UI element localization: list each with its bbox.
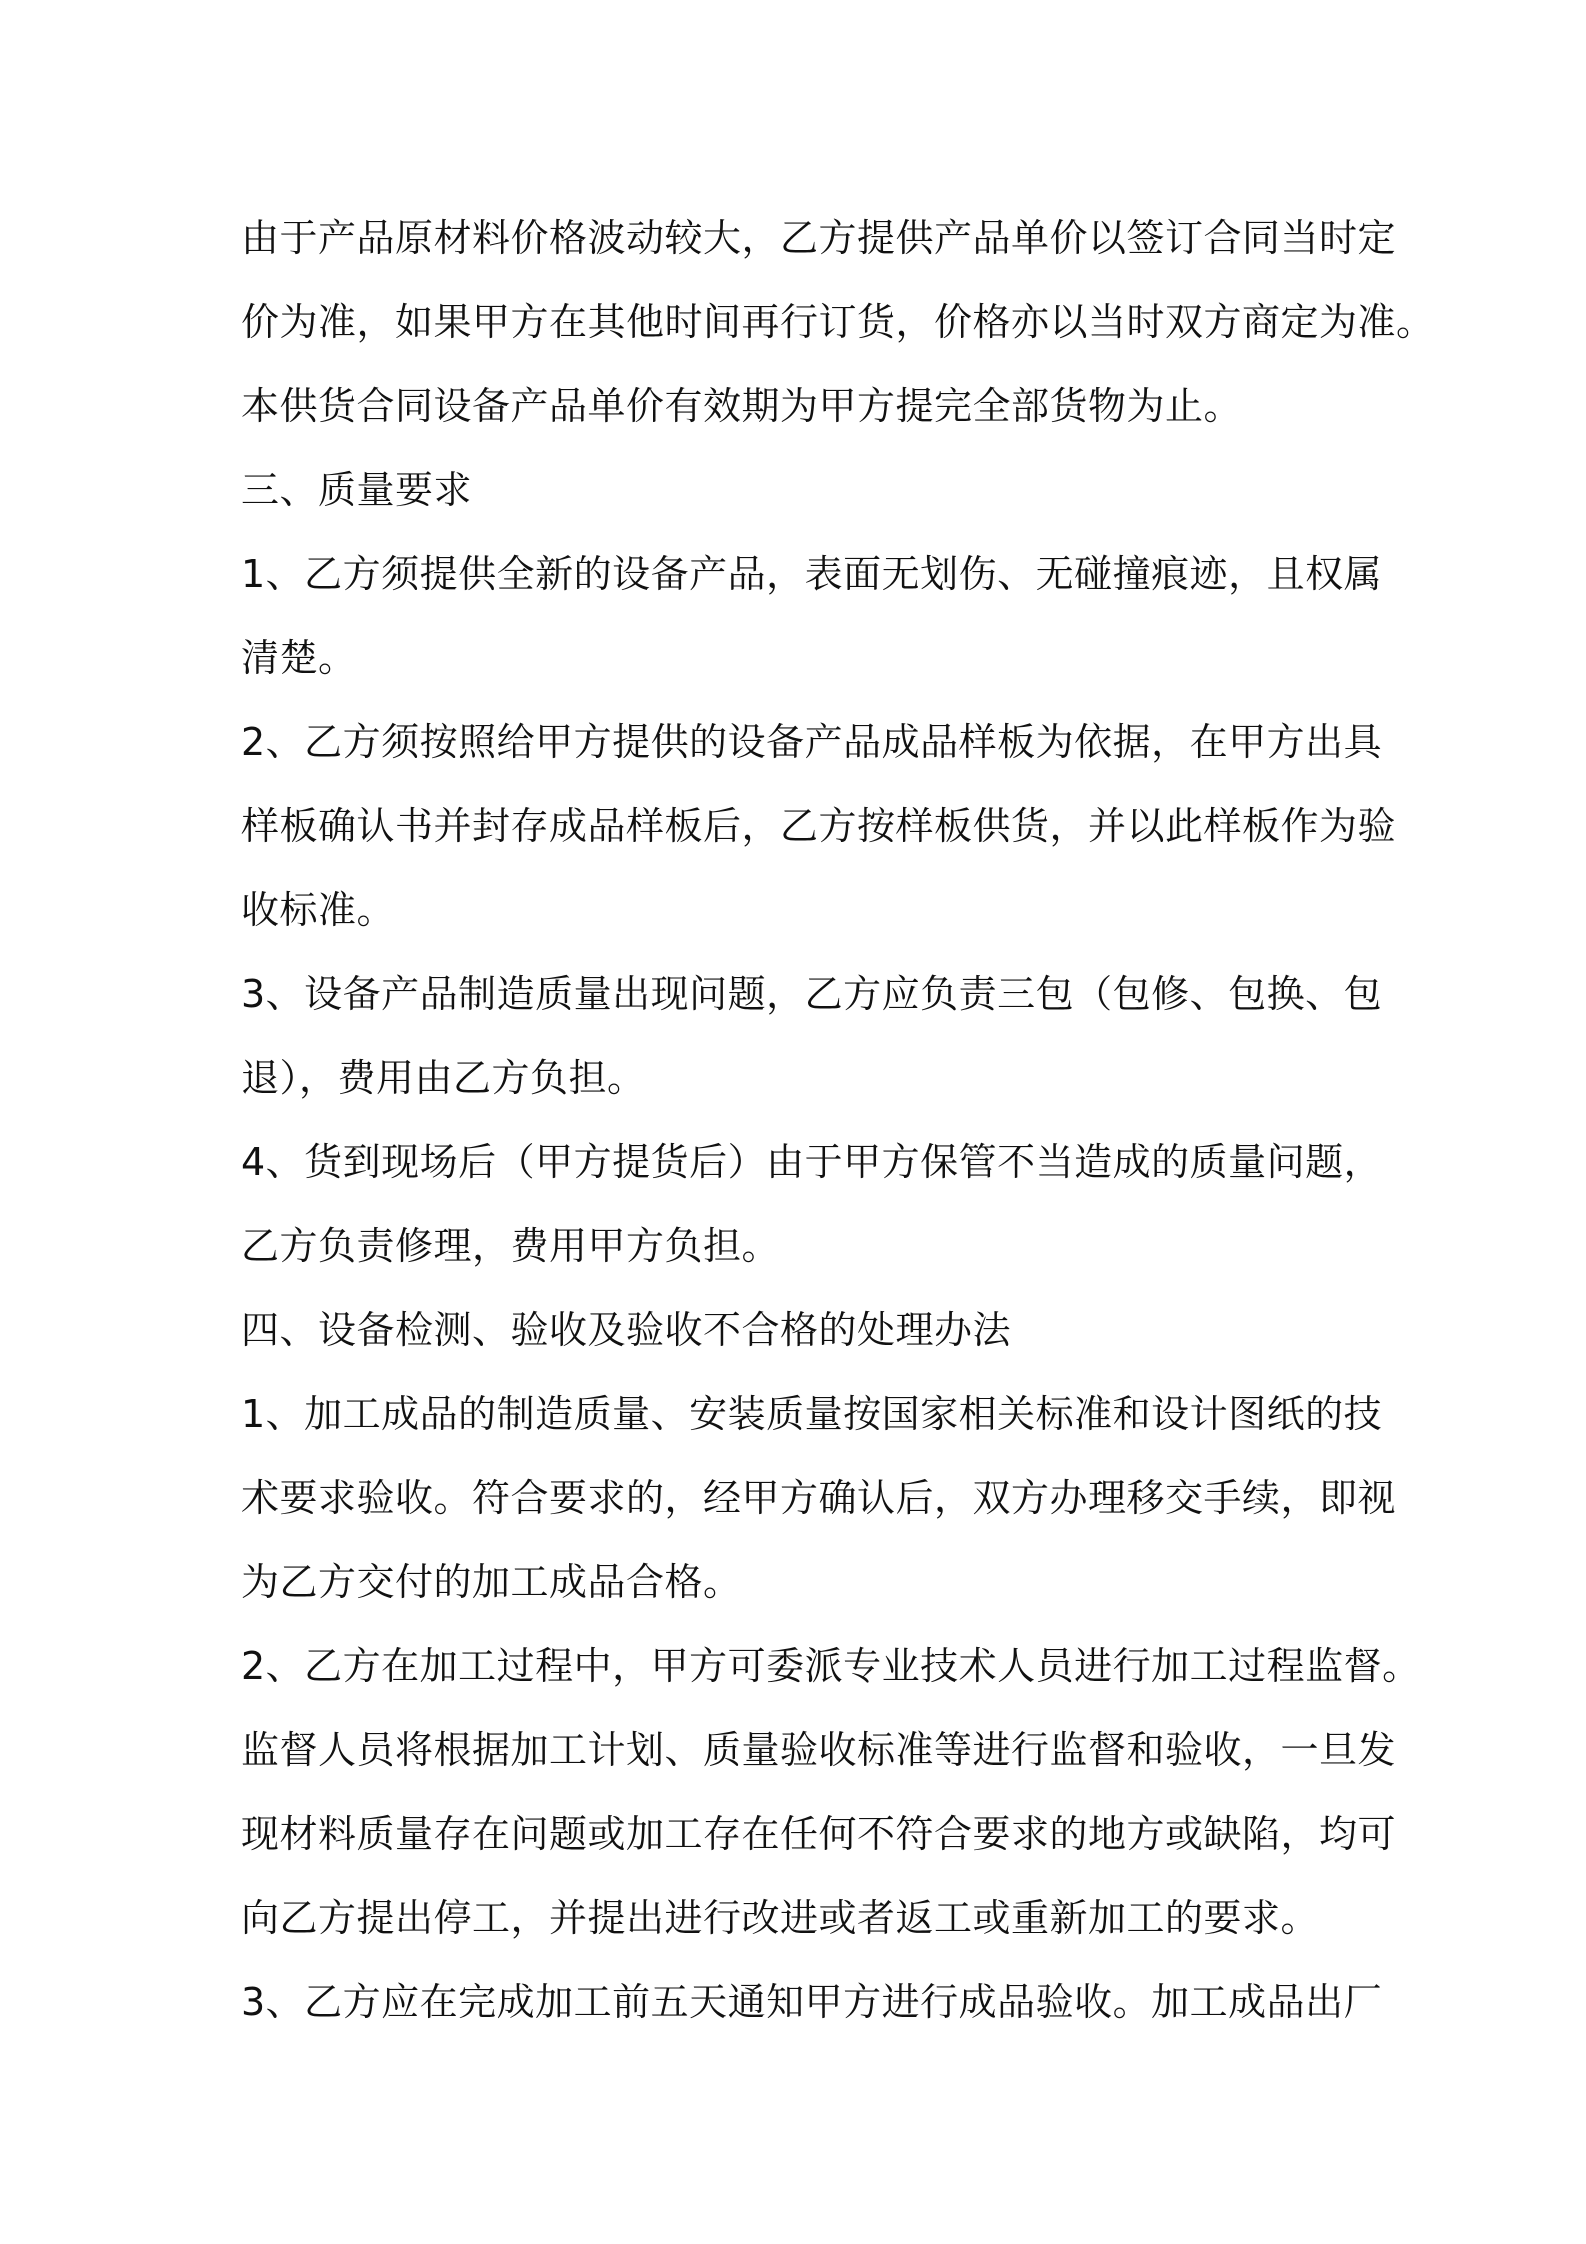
text-line: 3、乙方应在完成加工前五天通知甲方进行成品验收。加工成品出厂 bbox=[241, 1980, 1383, 2024]
section-heading: 三、质量要求 bbox=[241, 468, 473, 512]
text-line: 样板确认书并封存成品样板后，乙方按样板供货，并以此样板作为验 bbox=[241, 804, 1397, 848]
text-line: 监督人员将根据加工计划、质量验收标准等进行监督和验收，一旦发 bbox=[241, 1728, 1397, 1772]
text-line: 清楚。 bbox=[241, 636, 357, 680]
text-line: 现材料质量存在问题或加工存在任何不符合要求的地方或缺陷，均可 bbox=[241, 1812, 1397, 1856]
section-heading: 四、设备检测、验收及验收不合格的处理办法 bbox=[241, 1308, 1012, 1352]
text-line: 为乙方交付的加工成品合格。 bbox=[241, 1560, 742, 1604]
document-body bbox=[241, 196, 1435, 2044]
text-line: 本供货合同设备产品单价有效期为甲方提完全部货物为止。 bbox=[241, 384, 1243, 428]
text-line: 4、货到现场后（甲方提货后）由于甲方保管不当造成的质量问题， bbox=[241, 1140, 1383, 1184]
text-line: 乙方负责修理，费用甲方负担。 bbox=[241, 1224, 781, 1268]
text-line: 价为准，如果甲方在其他时间再行订货，价格亦以当时双方商定为准。 bbox=[241, 300, 1435, 344]
text-line: 1、乙方须提供全新的设备产品，表面无划伤、无碰撞痕迹，且权属 bbox=[241, 552, 1383, 596]
text-line: 收标准。 bbox=[241, 888, 396, 932]
text-line: 向乙方提出停工，并提出进行改进或者返工或重新加工的要求。 bbox=[241, 1896, 1320, 1940]
text-line: 术要求验收。符合要求的，经甲方确认后，双方办理移交手续，即视 bbox=[241, 1476, 1397, 1520]
text-line: 2、乙方须按照给甲方提供的设备产品成品样板为依据，在甲方出具 bbox=[241, 720, 1383, 764]
text-line: 退），费用由乙方负担。 bbox=[241, 1056, 646, 1100]
text-line: 3、设备产品制造质量出现问题，乙方应负责三包（包修、包换、包 bbox=[241, 972, 1383, 1016]
text-line: 1、加工成品的制造质量、安装质量按国家相关标准和设计图纸的技 bbox=[241, 1392, 1383, 1436]
text-line: 2、乙方在加工过程中，甲方可委派专业技术人员进行加工过程监督。 bbox=[241, 1644, 1421, 1688]
text-line: 由于产品原材料价格波动较大，乙方提供产品单价以签订合同当时定 bbox=[241, 216, 1397, 260]
